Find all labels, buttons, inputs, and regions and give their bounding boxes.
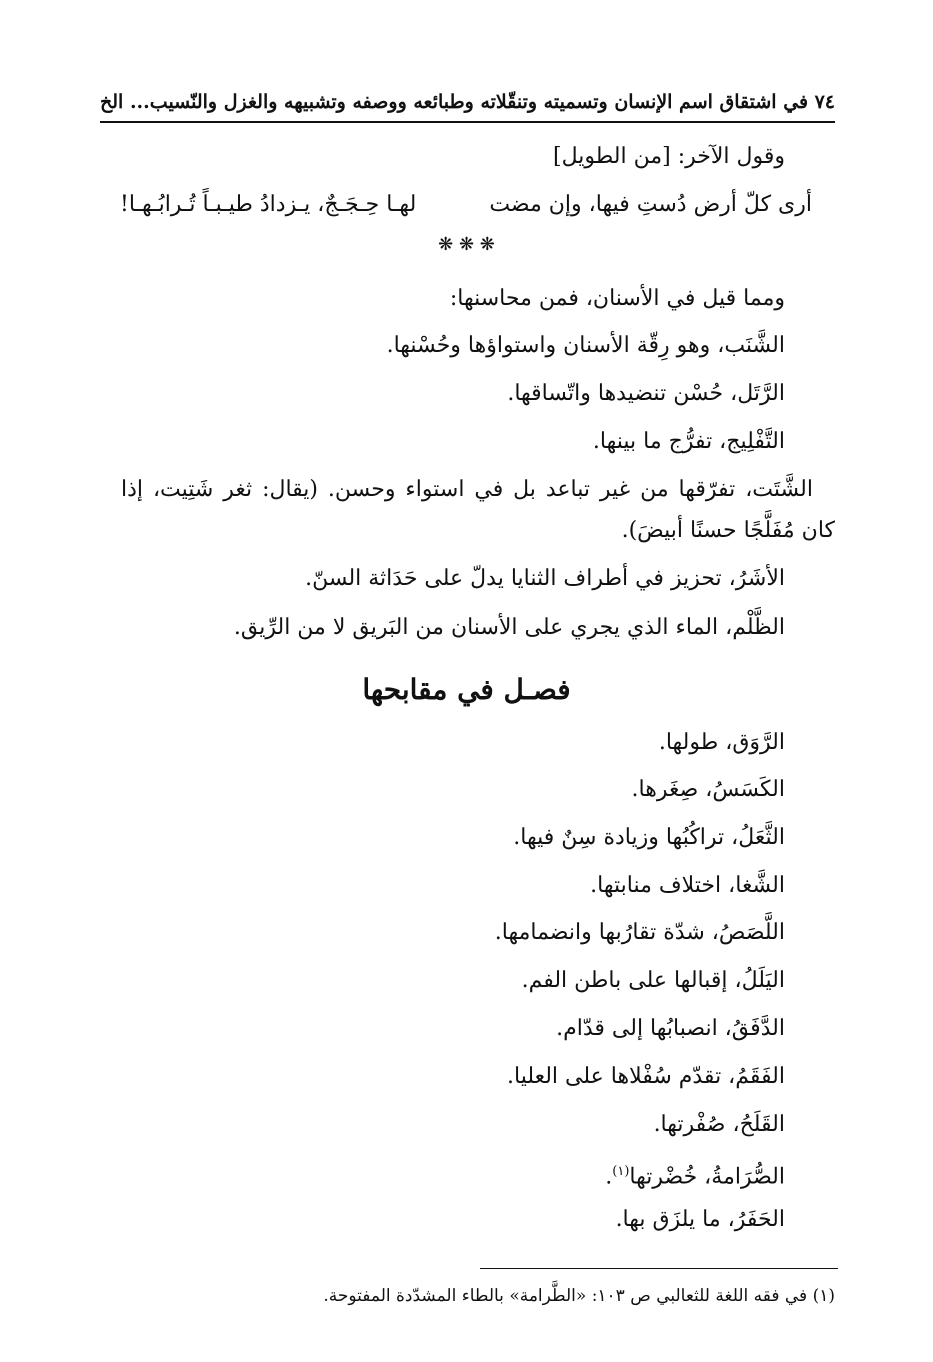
section-title: فصـل في مقابحها <box>362 673 571 706</box>
page-header <box>100 84 835 120</box>
flaw-item-text: الصُّرَامةُ، خُضْرتها <box>629 1164 785 1190</box>
beauty-item: التَّفْلِيج، تفرُّج ما بينها. <box>592 429 785 454</box>
beauty-item: الظَّلْم، الماء الذي يجري على الأسنان من البَريق لا من الرِّيق. <box>233 615 785 640</box>
flaw-item: الحَفَرُ، ما يلزَق بها. <box>615 1207 785 1232</box>
footnote-marker: (١) <box>612 1164 630 1179</box>
flaw-item-with-footnote <box>605 1157 785 1192</box>
poem-verse <box>120 188 812 222</box>
flaw-item: الدَّفَقُ، انصبابُها إلى قدّام. <box>556 1016 785 1041</box>
flaw-item: الرَّوَق، طولها. <box>658 730 785 755</box>
beauty-item: الشَّنَب، وهو رِقّة الأسنان واستواؤها وحُسْنها. <box>386 333 785 358</box>
verse-intro: وقول الآخر: [من الطويل] <box>553 144 785 169</box>
flaw-item: القَلَحُ، صُفْرتها. <box>653 1112 785 1137</box>
flaw-item: الكَسَسُ، صِغَرها. <box>631 777 785 802</box>
header-rule <box>100 121 835 123</box>
footnote-rule <box>480 1268 838 1269</box>
beauty-item: الرَّتَل، حُسْن تنضيدها واتّساقها. <box>507 381 785 406</box>
flaw-item: اللَّصَصُ، شدّة تقارُبها وانضمامها. <box>494 920 785 945</box>
beauty-item: الأشَرُ، تحزيز في أطراف الثنايا يدلّ على حَدَاثة السنّ. <box>305 566 785 591</box>
flaw-item: اليَلَلُ، إقبالها على باطن الفم. <box>521 968 785 993</box>
running-title: في اشتقاق اسم الإنسان وتسميته وتنقّلاته وطبائعه ووصفه وتشبيهه والغزل والنّسيب... الخ <box>100 91 809 113</box>
beauty-item-continued: كان مُفَلَّجًا حسنًا أبيضَ). <box>621 518 835 543</box>
beauty-item: الشَّتَت، تفرّقها من غير تباعد بل في استواء وحسن. (يقال: ثغر شَتِيت، إذا <box>121 477 813 502</box>
flaw-item: الفَقَمُ، تقدّم سُفْلاها على العليا. <box>507 1064 785 1089</box>
page-number: ٧٤ <box>814 91 835 113</box>
beauties-intro: ومما قيل في الأسنان، فمن محاسنها: <box>449 286 785 311</box>
verse-second-hemistich: لهـا حِـجَـجٌ، يـزدادُ طيـبـاً تُـرابُـهـا! <box>120 192 417 217</box>
flaw-item-end: . <box>605 1164 613 1190</box>
verse-first-hemistich: أرى كلّ أرض دُستِ فيها، وإن مضت <box>489 192 812 217</box>
flaw-item: الشَّغا، اختلاف منابتها. <box>590 873 785 898</box>
flaw-item: الثَّعَلُ، تراكُبُها وزيادة سِنٌ فيها. <box>513 825 785 850</box>
footnote: (١) في فقه اللغة للثعالبي ص ١٠٣: «الطَّرامة» بالطاء المشدّدة المفتوحة. <box>323 1286 835 1306</box>
section-separator: ❋ ❋ ❋ <box>438 234 495 255</box>
